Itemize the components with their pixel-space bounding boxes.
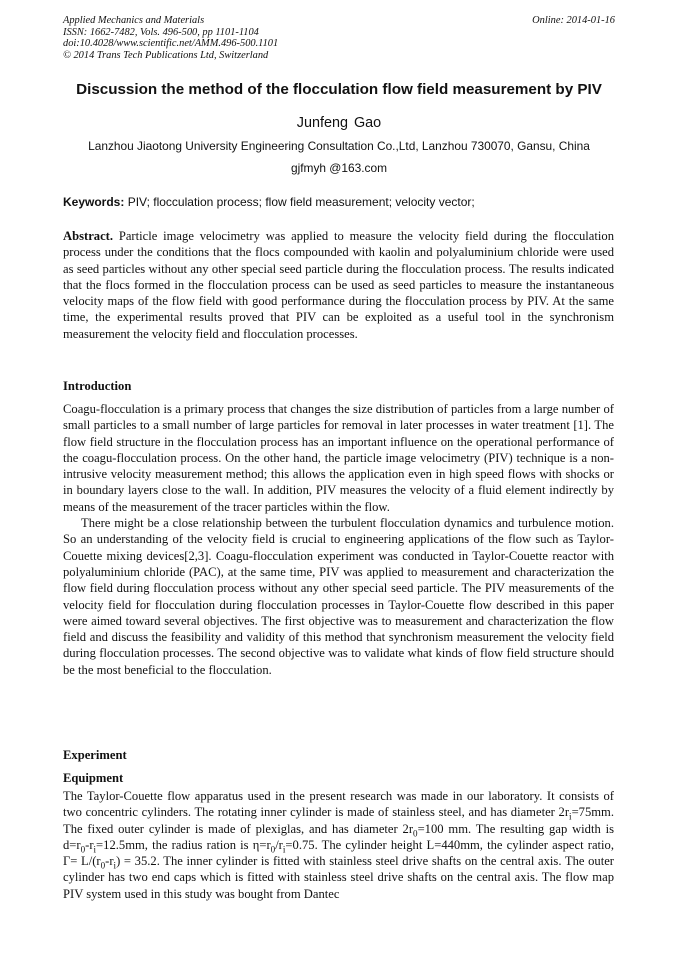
keywords-text: PIV; flocculation process; flow field measurement; velocity vector;: [124, 195, 475, 209]
journal-name: Applied Mechanics and Materials: [63, 15, 205, 26]
subscript: i: [93, 844, 97, 855]
keywords: [63, 195, 615, 209]
text-run: The Taylor-Couette flow apparatus used in the present research was made in our laboratory. It consists of two concentric cylinders. The rotating inner cylinder is made of stainless steel, and has diameter 2r: [63, 789, 614, 820]
subscript: i: [569, 811, 572, 822]
section-heading-introduction: Introduction: [63, 379, 132, 393]
introduction-body: [63, 401, 614, 678]
subscript: i: [282, 844, 286, 855]
paragraph: There might be a close relationship between the turbulent flocculation dynamics and turbulence motion. So an understanding of the velocity field is crucial to engineering applications of the flow such as Taylor-Couette mixing devices[2,3]. Coagu-flocculation experiment was conducted in Taylor-Couette reactor with polyaluminium chloride (PAC), at the same time, PIV was applied to measurement and characterization the flow field during flocculation process without any other special seed particle. The PIV measurements of the velocity field for flocculation during flocculation processes in Taylor-Couette flow described in this paper were aimed toward several objectives. The first objective was to measurement and characterization the flow field and discuss the feasibility and validity of this method that synchronism measurement the velocity field during flocculation processes. The second objective was to validate what kinds of flow field structure should be the most beneficial to the flocculation.: [63, 516, 614, 677]
paper-title: Discussion the method of the flocculation flow field measurement by PIV: [76, 81, 602, 98]
author-email: gjfmyh @163.com: [290, 161, 387, 175]
subscript: 0: [100, 860, 106, 871]
text-run: =100 mm. The resulting gap width is d=r: [63, 821, 614, 852]
online-date: Online: 2014-01-16: [532, 15, 615, 26]
equipment-body: [63, 788, 614, 902]
subsection-heading-equipment: Equipment: [63, 771, 124, 785]
issn-line: ISSN: 1662-7482, Vols. 496-500, pp 1101-1104: [63, 26, 259, 38]
text-run: =75mm. The fixed outer cylinder is made of plexiglas, and has diameter 2r: [63, 805, 614, 836]
paragraph: Coagu-flocculation is a primary process that changes the size distribution of particles from a large number of small particles to a small number of large particles for removal in later processes in water treatment [1]. The flow field structure in the flocculation process has an important influence on the operational performance of the coagu-flocculation process. On the other hand, the particle image velocimetry (PIV) technique is a non-intrusive velocity measurement method; this allows the application even in high speed flows with shocks or in boundary layers close to the wall. In addition, PIV measures the velocity of a fluid element indirectly by means of the measurement of the tracer particles within the flow.: [63, 402, 614, 514]
text-run: -r: [85, 837, 94, 852]
subscript: 0: [80, 844, 86, 855]
abstract-text: Particle image velocimetry was applied to measure the velocity field during the flocculation process under the conditions that the flocs compounded with kaolin and polyaluminium chloride were used as seed particles without any other special seed particle during the flocculation process. The results indicated that the flocs formed in the flocculation process can be used as seed particles to measure the instantaneous velocity maps of the flow field with good performance during the flocculation process by PIV. At the same time, the experimental results proved that PIV can be exploited as a useful tool in the synchronism measurement the velocity field and flocculation processes.: [63, 229, 614, 341]
author-affiliation: Lanzhou Jiaotong University Engineering Consultation Co.,Ltd, Lanzhou 730070, Gansu, China: [88, 139, 590, 153]
text-run: =12.5mm, the radius ration is η=r: [96, 837, 271, 852]
doi-line: doi:10.4028/www.scientific.net/AMM.496-500.1101: [63, 38, 279, 50]
section-heading-experiment: Experiment: [63, 748, 127, 762]
abstract: [63, 228, 614, 342]
text-run: =0.75. The cylinder height L=440mm, the cylinder aspect ratio, Γ= L/(r: [63, 837, 614, 869]
subscript: i: [113, 860, 117, 871]
text-run: -r: [105, 854, 114, 869]
text-run: /r: [275, 837, 283, 852]
journal-header: [63, 15, 278, 61]
abstract-label: Abstract.: [63, 229, 114, 243]
subscript: 0: [270, 844, 276, 855]
text-run: ) = 35.2. The inner cylinder is fitted with stainless steel drive shafts on the central axis. The outer cylinder has two end caps which is fitted with stainless steel drive shafts on the central axis. The flow map PIV system used in this study was bought from Dantec: [63, 854, 614, 901]
copyright-line: © 2014 Trans Tech Publications Ltd, Switzerland: [63, 49, 269, 61]
author-name: Junfeng Gao: [296, 115, 382, 131]
subscript: 0: [413, 828, 418, 839]
keywords-label: Keywords:: [63, 195, 125, 209]
